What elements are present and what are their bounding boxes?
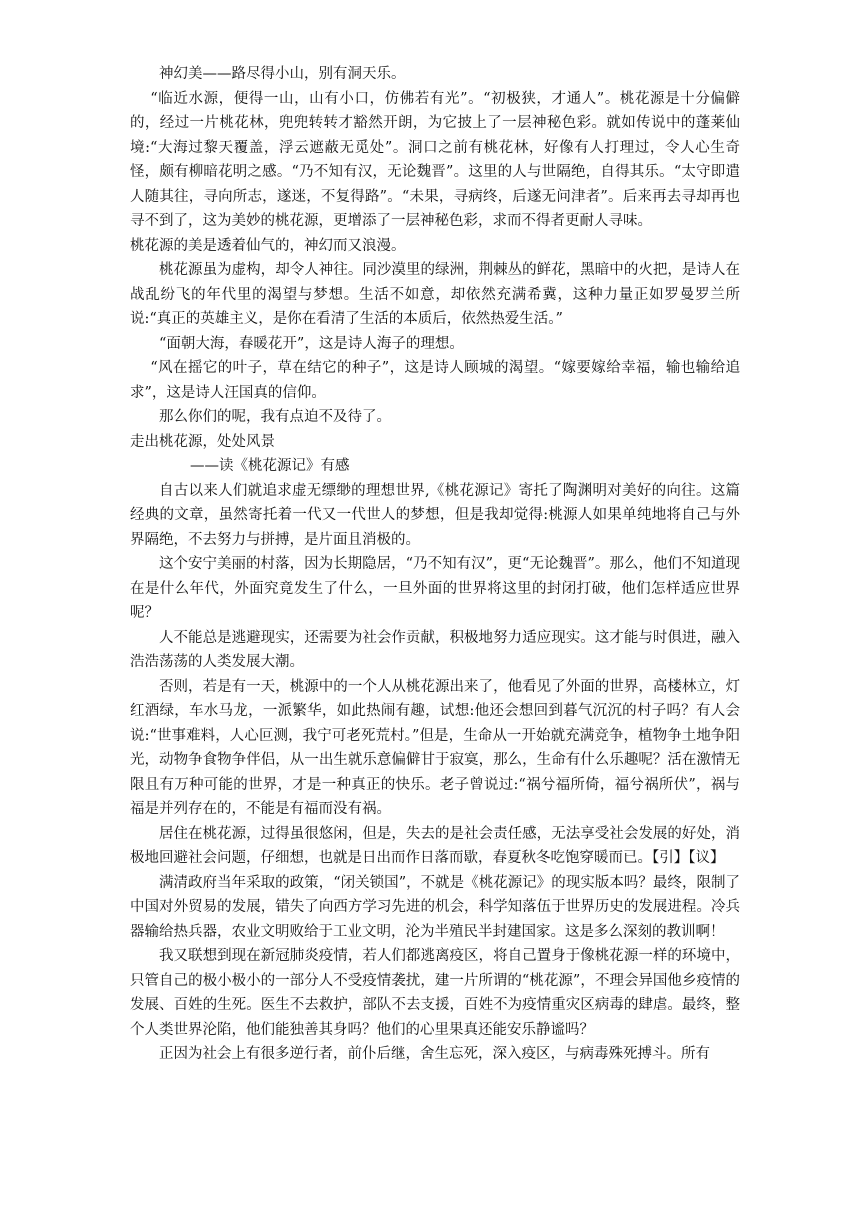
paragraph: “风在摇它的叶子，草在结它的种子”，这是诗人顾城的渴望。“嫁要嫁给幸福，输也输给追求”，这是诗人汪国真的信仰。 <box>130 360 740 401</box>
paragraph: “临近水源，便得一山，山有小口，仿佛若有光”。“初极狭，才通人”。桃花源是十分偏僻的，经过一片桃花林，兜兜转转才豁然开朗，为它披上了一层神秘色彩。就如传说中的蓬莱仙境:“大海过黎天覆盖，浮云遮蔽无觅处”。洞口之前有桃花林，好像有人打理过，令人心生奇怪，颇有柳暗花明之感。“乃不知有汉，无论魏晋”。这里的人与世隔绝，自得其乐。“太守即遣人随其往，寻向所志，遂迷，不复得路”。“未果，寻病终，后遂无问津者”。后来再去寻却再也寻不到了，这为美妙的桃花源，更增添了一层神秘色彩，求而不得者更耐人寻味。 <box>130 90 740 229</box>
document-body <box>130 62 740 1067</box>
paragraph: 否则，若是有一天，桃源中的一个人从桃花源出来了，他看见了外面的世界，高楼林立，灯红酒绿，车水马龙，一派繁华，如此热闹有趣，试想:他还会想回到暮气沉沉的村子吗？有人会说:“世事难料，人心叵测，我宁可老死荒村。”但是，生命从一开始就充满竞争，植物争土地争阳光，动物争食物争伴侣，从一出生就乐意偏僻甘于寂寞，那么，生命有什么乐趣呢？活在激情无限且有万种可能的世界，才是一种真正的快乐。老子曾说过:“祸兮福所倚，福兮祸所伏”，祸与福是并列存在的，不能是有福而没有祸。 <box>130 678 740 817</box>
paragraph: 居住在桃花源，过得虽很悠闲，但是，失去的是社会责任感，无法享受社会发展的好处，消极地回避社会问题，仔细想，也就是日出而作日落而歇，春夏秋冬吃饱穿暖而已。【引】【议】 <box>130 825 740 866</box>
paragraph: 我又联想到现在新冠肺炎疫情，若人们都逃离疫区，将自己置身于像桃花源一样的环境中，只管自己的极小极小的一部分人不受疫情袭扰，建一片所谓的“桃花源”，不理会异国他乡疫情的发展、百姓的生死。医生不去救护，部队不去支援，百姓不为疫情重灾区病毒的肆虐。最终，整个人类世界沦陷，他们能独善其身吗？他们的心里果真还能安乐静谧吗？ <box>130 948 740 1038</box>
paragraph: 正因为社会上有很多逆行者，前仆后继，舍生忘死，深入疫区，与病毒殊死搏斗。所有 <box>159 1046 710 1062</box>
paragraph: 桃花源的美是透着仙气的，神幻而又浪漫。 <box>130 237 406 254</box>
paragraph: 这个安宁美丽的村落，因为长期隐居，“乃不知有汉”，更“无论魏晋”。那么，他们不知道现在是什么年代，外面究竟发生了什么，一旦外面的世界将这里的封闭打破，他们怎样适应世界呢？ <box>130 556 740 621</box>
paragraph: 神幻美——路尽得小山，别有洞天乐。 <box>159 66 406 82</box>
paragraph: 走出桃花源，处处风景 <box>130 433 275 450</box>
paragraph: 那么你们的呢，我有点迫不及待了。 <box>159 409 391 425</box>
paragraph: 桃花源虽为虚构，却令人神往。同沙漠里的绿洲，荆棘丛的鲜花，黑暗中的火把，是诗人在战乱纷飞的年代里的渴望与梦想。生活不如意，却依然充满希冀，这种力量正如罗曼罗兰所说:“真正的英雄主义，是你在看清了生活的本质后，依然热爱生活。” <box>130 262 740 327</box>
paragraph: “面朝大海，春暖花开”，这是诗人海子的理想。 <box>159 335 464 352</box>
paragraph: 自古以来人们就追求虚无缥缈的理想世界,《桃花源记》寄托了陶渊明对美好的向往。这篇经典的文章，虽然寄托着一代又一代世人的梦想，但是我却觉得:桃源人如果单纯地将自己与外界隔绝，不去努力与拼搏，是片面且消极的。 <box>130 482 740 548</box>
paragraph: ——读《桃花源记》有感 <box>190 458 350 474</box>
paragraph: 满清政府当年采取的政策，“闭关锁国”，不就是《桃花源记》的现实版本吗？最终，限制了中国对外贸易的发展，错失了向西方学习先进的机会，科学知落伍于世界历史的发展进程。冷兵器输给热兵器，农业文明败给于工业文明，沦为半殖民半封建国家。这是多么深刻的教训啊！ <box>130 874 740 940</box>
paragraph: 人不能总是逃避现实，还需要为社会作贡献，积极地努力适应现实。这才能与时俱进，融入浩浩荡荡的人类发展大潮。 <box>130 629 740 670</box>
